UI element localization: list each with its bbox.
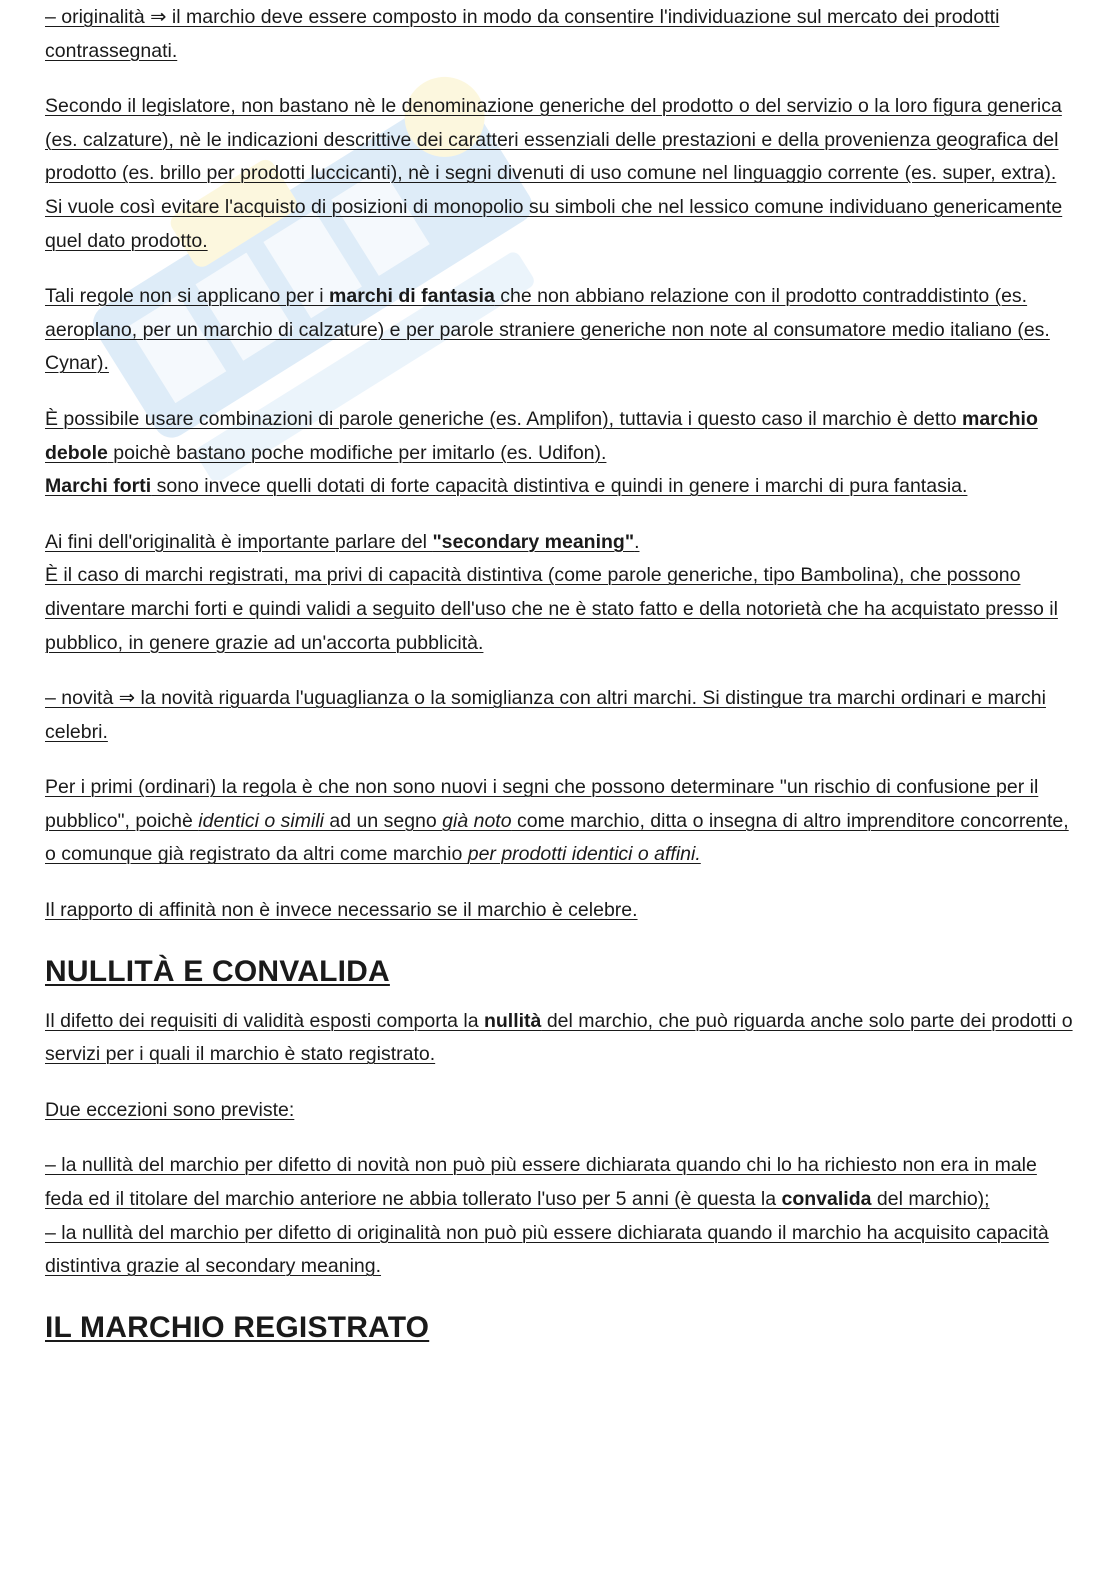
paragraph-novita: – novità ⇒ la novità riguarda l'uguaglianza o la somiglianza con altri marchi. Si distingue tra marchi ordinari e marchi celebri.	[45, 687, 1046, 743]
bold-marchi-di-fantasia: marchi di fantasia	[329, 285, 495, 308]
bold-nullita: nullità	[483, 1009, 542, 1032]
document-page	[45, 0, 1075, 1348]
paragraph-marchi-di-fantasia: Tali regole non si applicano per i marchi di fantasia che non abbiano relazione con il prodotto contraddistinto (es. aeroplano, per un marchio di calzature) e per parole straniere generiche non note al consumatore medio italiano (es. Cynar).	[45, 285, 1050, 375]
paragraph-convalida: – la nullità del marchio per difetto di novità non può più essere dichiarata quando chi lo ha richiesto non era in male feda ed il titolare del marchio anteriore ne abbia tollerato l'uso per 5 anni (è questa la convalida del marchio); – la nullità del marchio per difetto di originalità non può più essere dichiarata quando il marchio ha acquisito capacità distintiva grazie al secondary meaning.	[45, 1154, 1049, 1278]
bold-marchio-debole: marchio debole	[45, 407, 1038, 464]
paragraph-nullita: Il difetto dei requisiti di validità esposti comporta la nullità del marchio, che può riguarda anche solo parte dei prodotti o servizi per i quali il marchio è stato registrato.	[45, 1009, 1073, 1066]
paragraph-secondary-meaning: Ai fini dell'originalità è importante parlare del "secondary meaning". È il caso di marchi registrati, ma privi di capacità distintiva (come parole generiche, tipo Bambolina), che possono diventare marchi forti e quindi validi a seguito dell'uso che ne è stato fatto e della notorietà che ha acquistato presso il pubblico, in genere grazie ad un'accorta pubblicità.	[45, 530, 1058, 654]
italic-gia-noto: già noto	[442, 809, 512, 832]
italic-prodotti-identici: per prodotti identici o affini.	[467, 843, 701, 866]
paragraph-eccezioni: Due eccezioni sono previste:	[45, 1098, 295, 1121]
paragraph-affinita: Il rapporto di affinità non è invece necessario se il marchio è celebre.	[45, 899, 638, 922]
heading-il-marchio-registrato: IL MARCHIO REGISTRATO	[45, 1310, 430, 1344]
paragraph-ordinari: Per i primi (ordinari) la regola è che non sono nuovi i segni che possono determinare "un rischio di confusione per il pubblico", poichè identici o simili ad un segno già noto come marchio, ditta o insegna di altro imprenditore concorrente, o comunque già registrato da altri come marchio per prodotti identici o affini.	[45, 776, 1069, 866]
paragraph-marchio-debole: È possibile usare combinazioni di parole generiche (es. Amplifon), tuttavia i questo caso il marchio è detto marchio debole poichè bastano poche modifiche per imitarlo (es. Udifon). Marchi forti sono invece quelli dotati di forte capacità distintiva e quindi in genere i marchi di pura fantasia.	[45, 407, 1038, 498]
italic-identici-o-simili: identici o simili	[198, 809, 324, 832]
paragraph-legislatore: Secondo il legislatore, non bastano nè le denominazione generiche del prodotto o del servizio o la loro figura generica (es. calzature), nè le indicazioni descrittive dei caratteri essenziali delle prestazioni e della provenienza geografica del prodotto (es. brillo per prodotti luccicanti), nè i segni divenuti di uso comune nel linguaggio corrente (es. super, extra). Si vuole così evitare l'acquisto di posizioni di monopolio su simboli che nel lessico comune individuano genericamente quel dato prodotto.	[45, 95, 1063, 252]
bold-convalida: convalida	[781, 1188, 872, 1211]
paragraph-originalita: – originalità ⇒ il marchio deve essere composto in modo da consentire l'individuazione sul mercato dei prodotti contrassegnati.	[45, 6, 1000, 62]
bold-marchi-forti: Marchi forti	[45, 475, 152, 498]
heading-nullita-e-convalida: NULLITÀ E CONVALIDA	[45, 954, 390, 988]
bold-secondary-meaning: "secondary meaning"	[432, 530, 635, 553]
